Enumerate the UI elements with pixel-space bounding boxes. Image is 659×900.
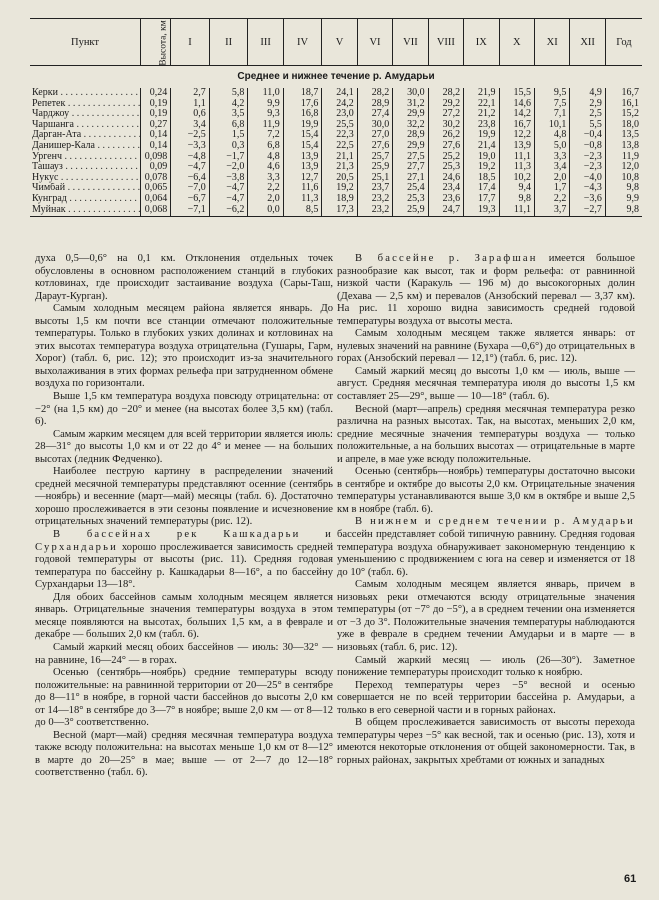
table-cell: 12,7: [283, 173, 322, 184]
table-cell: 26,2: [428, 130, 463, 141]
header-cell: VI: [357, 19, 392, 66]
header-cell: Пункт: [30, 19, 141, 66]
header-cell: IV: [283, 19, 322, 66]
table-cell: 16,8: [283, 109, 322, 120]
table-cell: 2,7: [171, 88, 210, 99]
paragraph: Весной (март—апрель) средняя месячная температура резко различна на разных высотах. Так, на высотах, меньших 2,0 км, средние месячные значения температуры воздуха — только положительные, а на больших высотах — отрицательные в марте и апреле, в мае уже всюду положительные.: [337, 403, 635, 465]
table-cell: 27,7: [393, 162, 428, 173]
table-cell: 1,5: [209, 130, 248, 141]
table-cell: 28,2: [428, 88, 463, 99]
table-cell: 19,2: [464, 162, 499, 173]
station-name-cell: Муйнак . . .: [30, 205, 141, 217]
table-cell: 4,8: [248, 152, 283, 163]
station-name-cell: Кунград . . .: [30, 194, 141, 205]
table-cell: 21,4: [464, 141, 499, 152]
paragraph: Переход температуры через −5° весной и осенью совершается не по всей территории бассейна р. Амударьи, а только в его северной части и в горных районах.: [337, 679, 635, 716]
table-cell: 11,1: [499, 152, 534, 163]
table-cell: 0,09: [141, 162, 171, 173]
table-cell: 6,8: [248, 141, 283, 152]
table-body: [30, 88, 642, 217]
table-cell: −4,7: [209, 183, 248, 194]
station-name-cell: Чимбай . . .: [30, 183, 141, 194]
table-cell: 15,5: [499, 88, 534, 99]
table-cell: 2,2: [248, 183, 283, 194]
table-cell: 18,5: [464, 173, 499, 184]
table-cell: −3,6: [570, 194, 605, 205]
table-cell: 3,3: [534, 152, 569, 163]
table-cell: 0,078: [141, 173, 171, 184]
paragraph: Осенью (сентябрь—ноябрь) температуры достаточно высоки в сентябре и октябре до высоты 2,0 км. Отрицательные значения температуры устанавливаются выше 3,0 км в октябре и выше 2,5 км в ноябре (табл. 6).: [337, 466, 635, 515]
header-cell: I: [171, 19, 210, 66]
table-cell: 9,3: [248, 109, 283, 120]
table-cell: 10,2: [499, 173, 534, 184]
paragraph: Самый жаркий месяц до высоты 1,0 км — июль, выше — август. Средняя месячная температура июля до высоты 1,5 км составляет 25—29°, выше — 10—18° (табл. 6).: [337, 365, 635, 403]
table-cell: −4,0: [570, 173, 605, 184]
table-cell: 25,2: [428, 152, 463, 163]
paragraph: В общем прослеживается зависимость от высоты перехода температуры через −5° как весной, так и осенью (рис. 13), хотя и имеются некоторые отклонения от общей закономерности. Так, в горных районах, закрытых хребтами от южных и западных: [337, 717, 635, 766]
table-cell: 24,7: [428, 205, 463, 217]
header-cell-altitude: Высота, км: [141, 19, 171, 66]
table-cell: 16,7: [605, 88, 642, 99]
table-cell: 11,3: [499, 162, 534, 173]
paragraph: Самый жаркий месяц — июль (26—30°). Заметное понижение температуры происходит только к ноябрю.: [337, 654, 635, 679]
table-cell: 17,7: [464, 194, 499, 205]
table-cell: 27,6: [428, 141, 463, 152]
station-name-cell: Данишер-Кала . . .: [30, 141, 141, 152]
table-cell: 13,9: [499, 141, 534, 152]
table-row: [30, 194, 642, 205]
table-cell: 22,1: [464, 99, 499, 110]
table-cell: 16,7: [499, 120, 534, 131]
table-cell: 21,1: [322, 152, 357, 163]
table-cell: −6,7: [171, 194, 210, 205]
table-cell: −6,2: [209, 205, 248, 217]
table-cell: 19,9: [283, 120, 322, 131]
table-cell: 10,1: [534, 120, 569, 131]
table-cell: −6,4: [171, 173, 210, 184]
table-cell: 15,4: [283, 141, 322, 152]
table-cell: 11,9: [605, 152, 642, 163]
header-cell: XII: [570, 19, 605, 66]
table-cell: −2,5: [171, 130, 210, 141]
table-cell: 11,3: [283, 194, 322, 205]
table-cell: 18,7: [283, 88, 322, 99]
table-cell: 13,5: [605, 130, 642, 141]
paragraph: Самым холодным месяцем района является январь. До высоты 1,5 км почти все станции отмечают положительные температуры. Только в глубоких узких долинах и котловинах на этих высотах температура воздуха отрицательна (Гушары, Гарм, Хорог) (табл. 6, рис. 12); это происходит из-за значительного выхолаживания в этих формах рельефа при затрудненном обмене воздуха по горизонтали.: [35, 303, 333, 390]
table-cell: 0,27: [141, 120, 171, 131]
table-cell: 0,3: [209, 141, 248, 152]
table-cell: 27,0: [357, 130, 392, 141]
table-cell: 17,6: [283, 99, 322, 110]
table-cell: 25,4: [393, 183, 428, 194]
table-cell: 3,7: [534, 205, 569, 217]
paragraph: Самый жаркий месяц обоих бассейнов — июль: 30—32° — на равнине, 16—24° — в горах.: [35, 641, 333, 666]
paragraph: Самым холодным месяцем является январь, причем в низовьях реки отмечаются всюду отрицательные значения температуры (от −7° до −5°), а в среднем течении она изменяется от −3 до 3°. Положительные значения температуры наблюдаются уже в феврале в среднем течении Амударьи и в марте — в низовьях (табл. 6, рис. 12).: [337, 579, 635, 653]
table-cell: 8,5: [283, 205, 322, 217]
table-cell: 23,7: [357, 183, 392, 194]
header-cell: VII: [393, 19, 428, 66]
paragraph: Весной (март—май) средняя месячная температура воздуха также всюду положительна: на высотах меньше 1,0 км от 8—12° в марте до 20—25° в мае; выше — от 2—7 до 12—18° соответственно (табл. 6).: [35, 729, 333, 779]
right-text-column: [337, 253, 635, 767]
station-name-cell: Нукус . . .: [30, 173, 141, 184]
station-name-cell: Керки . . .: [30, 88, 141, 99]
table-cell: 22,5: [322, 141, 357, 152]
station-name-cell: Ташауз . . .: [30, 162, 141, 173]
table-cell: 12,0: [605, 162, 642, 173]
table-cell: −4,7: [209, 194, 248, 205]
table-cell: 0,19: [141, 99, 171, 110]
table-cell: 17,4: [464, 183, 499, 194]
table-cell: 29,9: [393, 109, 428, 120]
table-cell: 9,9: [248, 99, 283, 110]
table-cell: 21,3: [322, 162, 357, 173]
table-cell: 27,4: [357, 109, 392, 120]
station-name-cell: Дарган-Ата . . .: [30, 130, 141, 141]
table-cell: 19,9: [464, 130, 499, 141]
table-cell: 11,1: [499, 205, 534, 217]
table-cell: 16,1: [605, 99, 642, 110]
paragraph: Самым холодным месяцем также является январь: от нулевых значений на равнине (Бухара —0,6°) до отрицательных в горах (Анзобский перевал — 12,1°) (табл. 6, рис. 12).: [337, 328, 635, 365]
table-cell: 0,14: [141, 130, 171, 141]
table-cell: 14,6: [499, 99, 534, 110]
table-cell: 3,3: [248, 173, 283, 184]
table-cell: 3,4: [171, 120, 210, 131]
table-cell: 0,19: [141, 109, 171, 120]
table-cell: 25,1: [357, 173, 392, 184]
table-cell: 4,9: [570, 88, 605, 99]
header-cell: XI: [534, 19, 569, 66]
table-cell: 27,1: [393, 173, 428, 184]
table-cell: −3,8: [209, 173, 248, 184]
table-cell: 9,4: [499, 183, 534, 194]
table-cell: 21,9: [464, 88, 499, 99]
table-cell: 0,098: [141, 152, 171, 163]
table-cell: −3,3: [171, 141, 210, 152]
section-lead: В нижнем и среднем течении р. Амударьи: [355, 516, 635, 528]
header-cell: VIII: [428, 19, 463, 66]
table-cell: 21,2: [464, 109, 499, 120]
header-cell: III: [248, 19, 283, 66]
table-cell: 12,2: [499, 130, 534, 141]
table-cell: 0,0: [248, 205, 283, 217]
paragraph: Осенью (сентябрь—ноябрь) средние температуры всюду положительные: на равнинной территории от 20—25° в сентябре до 8—11° в ноябре, в горной части бассейнов до высоты 2,0 км от 14—18° в сентябре до 3—7° в ноябре; выше 2,0 км — от 8—12 до 0—3° соответственно.: [35, 667, 333, 729]
table-cell: 28,2: [357, 88, 392, 99]
table-cell: 10,8: [605, 173, 642, 184]
table-cell: −2,7: [570, 205, 605, 217]
table-row: [30, 141, 642, 152]
table-cell: 11,9: [248, 120, 283, 131]
table-cell: 9,5: [534, 88, 569, 99]
table-cell: −4,8: [171, 152, 210, 163]
table-cell: 5,5: [570, 120, 605, 131]
table-cell: 2,0: [248, 194, 283, 205]
table-cell: 24,2: [322, 99, 357, 110]
table-cell: 0,065: [141, 183, 171, 194]
table-cell: 14,2: [499, 109, 534, 120]
section-lead: В бассейне р. Зарафшан: [355, 253, 538, 264]
table-cell: 27,5: [393, 152, 428, 163]
table-cell: 17,3: [322, 205, 357, 217]
table-cell: 0,24: [141, 88, 171, 99]
table-cell: 15,2: [605, 109, 642, 120]
table-cell: 18,0: [605, 120, 642, 131]
table-cell: 25,9: [357, 162, 392, 173]
table-cell: 6,8: [209, 120, 248, 131]
table-cell: −4,7: [171, 162, 210, 173]
table-cell: 23,4: [428, 183, 463, 194]
table-cell: 27,2: [428, 109, 463, 120]
table-cell: 23,6: [428, 194, 463, 205]
table-cell: 23,0: [322, 109, 357, 120]
paragraph: духа 0,5—0,6° на 0,1 км. Отклонения отдельных точек обусловлены в основном расположением станций в глубоких котловинах, где происходит застаивание воздуха (Сары-Таш, Дараут-Курган).: [35, 253, 333, 302]
table-cell: 7,2: [248, 130, 283, 141]
page-number: 61: [624, 873, 637, 885]
table-cell: −1,7: [209, 152, 248, 163]
table-cell: 2,2: [534, 194, 569, 205]
table-row: [30, 205, 642, 217]
table-cell: 7,1: [534, 109, 569, 120]
table-cell: −4,3: [570, 183, 605, 194]
table-cell: 0,6: [171, 109, 210, 120]
table-cell: −0,4: [570, 130, 605, 141]
table-cell: 23,8: [464, 120, 499, 131]
table-cell: 0,068: [141, 205, 171, 217]
table-cell: 25,7: [357, 152, 392, 163]
section-lead: В бассейнах рек Кашкадарьи и Сурхандарьи: [35, 529, 333, 553]
header-cell: Год: [605, 19, 642, 66]
header-cell: X: [499, 19, 534, 66]
table-cell: 23,2: [357, 205, 392, 217]
temperature-table: [30, 18, 642, 217]
station-name-cell: Чарджоу . . .: [30, 109, 141, 120]
paragraph: Наиболее пеструю картину в распределении значений средней месячной температуры представляют осенние (сентябрь—ноябрь) и весенние (март—май) месяцы (табл. 6). Достаточно хорошо прослеживается в эти сезоны появление и исчезновение отрицательных значений температуры (рис. 12).: [35, 466, 333, 528]
table-cell: 3,4: [534, 162, 569, 173]
table-cell: 22,3: [322, 130, 357, 141]
table-cell: 9,8: [499, 194, 534, 205]
table-cell: 25,3: [393, 194, 428, 205]
table-cell: 27,6: [357, 141, 392, 152]
table-cell: −2,0: [209, 162, 248, 173]
table-cell: 11,0: [248, 88, 283, 99]
table-cell: 7,5: [534, 99, 569, 110]
table-cell: 9,8: [605, 205, 642, 217]
table-cell: 24,1: [322, 88, 357, 99]
table-cell: 11,6: [283, 183, 322, 194]
table-cell: 29,2: [428, 99, 463, 110]
header-cell: II: [209, 19, 248, 66]
table-cell: 5,8: [209, 88, 248, 99]
table-cell: 1,1: [171, 99, 210, 110]
table-cell: 13,8: [605, 141, 642, 152]
table-cell: 20,5: [322, 173, 357, 184]
table-cell: 25,9: [393, 205, 428, 217]
paragraph: Выше 1,5 км температура воздуха повсюду отрицательна: от −2° (на 1,5 км) до −20° и менее (на высотах более 3,5 км) (табл. 6).: [35, 391, 333, 428]
table-cell: −2,3: [570, 152, 605, 163]
table-cell: 9,8: [605, 183, 642, 194]
table-cell: 32,2: [393, 120, 428, 131]
table-cell: 5,0: [534, 141, 569, 152]
table-cell: 30,0: [393, 88, 428, 99]
table-cell: −0,8: [570, 141, 605, 152]
table-cell: 4,2: [209, 99, 248, 110]
table-cell: 2,9: [570, 99, 605, 110]
table-cell: 4,6: [248, 162, 283, 173]
paragraph: Самым жарким месяцем для всей территории является июль: 28—31° до высоты 1,0 км и от 22 до 4° и менее — на больших высотах (ледник Федченко).: [35, 428, 333, 465]
station-name-cell: Репетек . . .: [30, 99, 141, 110]
table-cell: 0,14: [141, 141, 171, 152]
table-cell: 19,3: [464, 205, 499, 217]
table-cell: 28,9: [357, 99, 392, 110]
left-text-column: [35, 253, 333, 780]
paragraph: Для обоих бассейнов самым холодным месяцем является январь. Отрицательные значения температуры воздуха в этом месяце появляются на высотах, больших 1,5 км, а в феврале и декабре — больших 2,0 км (табл. 6).: [35, 591, 333, 641]
table-cell: 0,064: [141, 194, 171, 205]
table-cell: 4,8: [534, 130, 569, 141]
table-cell: 30,2: [428, 120, 463, 131]
table-cell: 23,2: [357, 194, 392, 205]
table-cell: 25,3: [428, 162, 463, 173]
table-cell: 2,5: [570, 109, 605, 120]
table-header-row: [30, 19, 642, 66]
paragraph: В бассейне р. Зарафшан имеется большое разнообразие как высот, так и форм рельефа: от равнинной низкой части (Каракуль — 196 м) до высокогорных долин (Дехава — 2,5 км) и перевалов (Анзобский перевал — 3,37 км). На рис. 11 хорошо видна зависимость средней годовой температуры воздуха от высоты места.: [337, 253, 635, 327]
table-cell: 29,9: [393, 141, 428, 152]
table-cell: 25,5: [322, 120, 357, 131]
table-cell: 3,5: [209, 109, 248, 120]
table-cell: 18,9: [322, 194, 357, 205]
table-cell: 19,0: [464, 152, 499, 163]
table-cell: 19,2: [322, 183, 357, 194]
table-subtitle: Среднее и нижнее течение р. Амударьи: [237, 71, 435, 82]
table-cell: 28,9: [393, 130, 428, 141]
table-cell: 2,0: [534, 173, 569, 184]
paragraph: В бассейнах рек Кашкадарьи и Сурхандарьи хорошо прослеживается зависимость средней годовой температуры от высоты (рис. 11). Средняя годовая температура по бассейну р. Кашкадарьи 8—16°, а по бассейну Сурхандарьи 13—18°.: [35, 529, 333, 591]
paragraph: В нижнем и среднем течении р. Амударьи бассейн представляет собой типичную равнину. Средняя годовая температура воздуха обнаруживает закономерную тенденцию к уменьшению с продвижением с юга на север и изменяется от 18 до 10° (табл. 6).: [337, 516, 635, 578]
table-row: [30, 88, 642, 99]
table-cell: 1,7: [534, 183, 569, 194]
header-cell: IX: [464, 19, 499, 66]
table-cell: 13,9: [283, 152, 322, 163]
header-cell: V: [322, 19, 357, 66]
station-name-cell: Ургенч . . .: [30, 152, 141, 163]
table-cell: −7,1: [171, 205, 210, 217]
table-cell: 13,9: [283, 162, 322, 173]
table-cell: 15,4: [283, 130, 322, 141]
table-cell: −7,0: [171, 183, 210, 194]
table-cell: 24,6: [428, 173, 463, 184]
station-name-cell: Чаршанга . . .: [30, 120, 141, 131]
table-cell: 31,2: [393, 99, 428, 110]
table-cell: −2,3: [570, 162, 605, 173]
table-cell: 30,0: [357, 120, 392, 131]
table-cell: 9,9: [605, 194, 642, 205]
